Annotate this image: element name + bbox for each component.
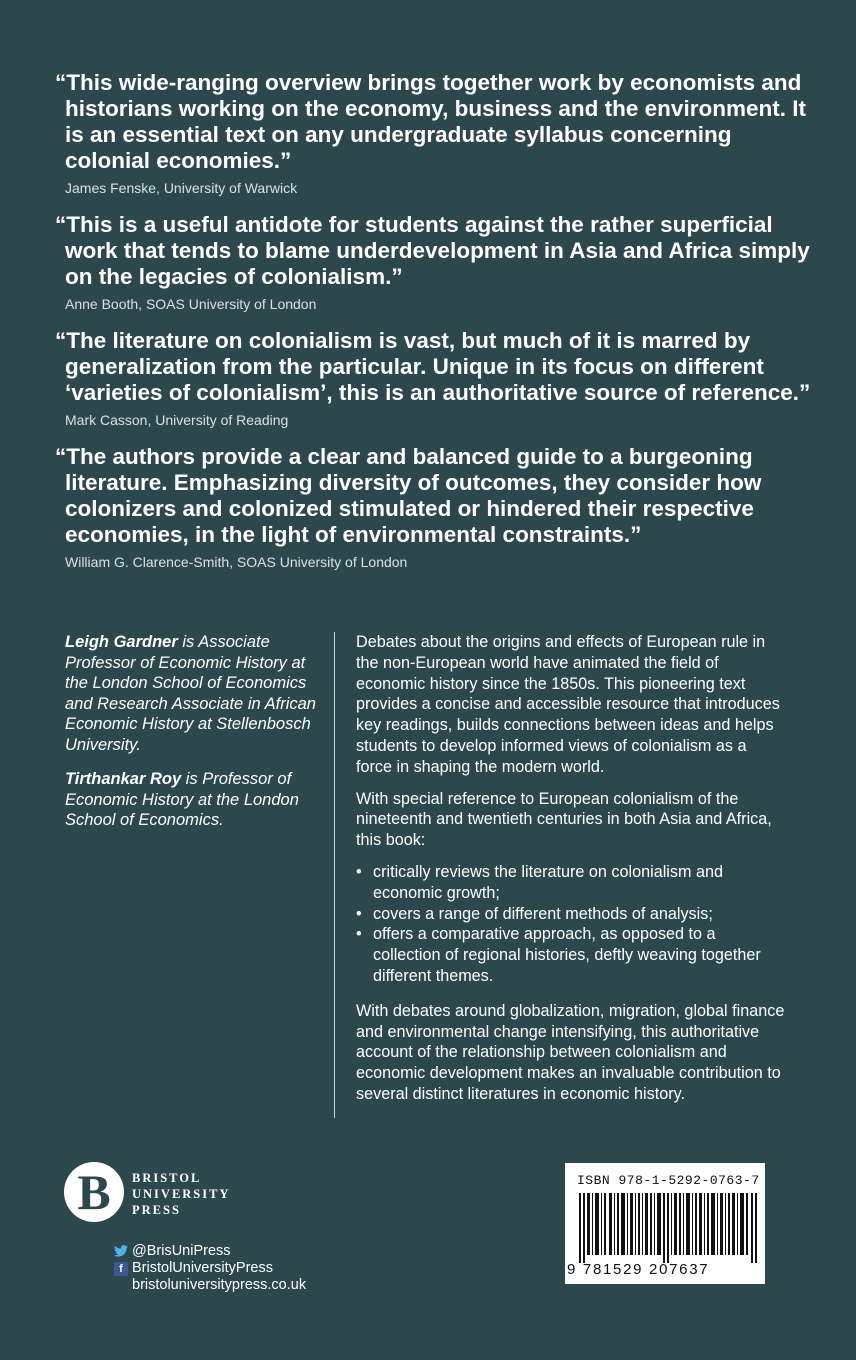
endorsement-3 (55, 328, 815, 428)
feature-list-item: • critically reviews the literature on colonialism and economic growth; (356, 862, 786, 904)
isbn-label: ISBN 978-1-5292-0763-7 (577, 1173, 760, 1188)
endorsement-2 (55, 212, 815, 312)
author-name: Tirthankar Roy (65, 770, 182, 788)
publisher-contacts (114, 1243, 306, 1294)
quote-text: “The literature on colonialism is vast, but much of it is marred by generalization from the particular. Unique in its focus on different ‘varieties of colonialism’, this is an authoritative source of reference.” (55, 328, 811, 405)
column-divider (334, 632, 335, 1118)
quote-text: “This is a useful antidote for students against the rather superficial work that tends to blame underdevelopment in Asia and Africa simply on the legacies of colonialism.” (55, 212, 810, 289)
publisher-mark-letter: B (77, 1164, 111, 1220)
book-description (356, 632, 786, 1116)
publisher-name-line: UNIVERSITY (132, 1187, 231, 1201)
author-bio-gardner (65, 632, 327, 755)
author-bio-text: is Professor of Economic History at the London School of Economics. (65, 770, 299, 829)
feature-list-item: • covers a range of different methods of analysis; (356, 904, 786, 925)
facebook-page[interactable]: BristolUniversityPress (132, 1260, 273, 1276)
author-bios (65, 632, 327, 845)
endorsement-4 (55, 444, 815, 570)
quote-attribution: Mark Casson, University of Reading (65, 412, 289, 428)
description-paragraph: Debates about the origins and effects of European rule in the non-European world have animated the field of economic history since the 1850s. This pioneering text provides a concise and accessible resource that introduces key readings, builds connections between ideas and helps students to develop informed views of colonialism as a force in shaping the modern world. (356, 633, 780, 776)
barcode-digits: 9 781529 207637 (567, 1261, 710, 1278)
quote-text: “The authors provide a clear and balanced guide to a burgeoning literature. Emphasizing diversity of outcomes, they consider how colonizers and colonized stimulated or hindered their respective economies, in the light of environmental constraints.” (55, 444, 762, 547)
feature-list (356, 862, 786, 987)
author-bio-roy (65, 769, 327, 831)
publisher-name-line: BRISTOL (132, 1171, 202, 1185)
twitter-handle-row (114, 1243, 306, 1260)
publisher-mark-icon (64, 1162, 124, 1222)
author-bio-text: is Associate Professor of Economic History at the London School of Economics and Research Associate in African Economic History at Stellenbosch University. (65, 633, 316, 754)
isbn-barcode (565, 1163, 765, 1284)
quote-attribution: Anne Booth, SOAS University of London (65, 296, 317, 312)
quote-attribution: James Fenske, University of Warwick (65, 180, 298, 196)
description-paragraph: With special reference to European colonialism of the nineteenth and twentieth centuries in both Asia and Africa, this book: (356, 789, 772, 850)
facebook-row (114, 1260, 306, 1277)
website-link[interactable]: bristoluniversitypress.co.uk (132, 1277, 307, 1293)
description-paragraph: With debates around globalization, migration, global finance and environmental change intensifying, this authoritative account of the relationship between colonialism and economic development makes an invaluable contribution to several distinct literatures in economic history. (356, 1001, 785, 1103)
endorsements (55, 70, 815, 586)
barcode-bars-icon (579, 1193, 759, 1263)
author-name: Leigh Gardner (65, 633, 178, 651)
twitter-icon (114, 1245, 128, 1259)
endorsement-1 (55, 70, 815, 196)
facebook-icon: f (114, 1262, 128, 1276)
quote-text: “This wide-ranging overview brings together work by economists and historians working on the economy, business and the environment. It is an essential text on any undergraduate syllabus concerning colonial economies.” (55, 70, 806, 173)
feature-list-item: • offers a comparative approach, as opposed to a collection of regional histories, deftly weaving together different themes. (356, 924, 786, 986)
publisher-logo (64, 1162, 324, 1226)
publisher-name-line: PRESS (132, 1203, 181, 1217)
publisher-name (132, 1170, 231, 1218)
quote-attribution: William G. Clarence-Smith, SOAS University of London (65, 554, 408, 570)
twitter-handle[interactable]: @BrisUniPress (132, 1243, 231, 1259)
